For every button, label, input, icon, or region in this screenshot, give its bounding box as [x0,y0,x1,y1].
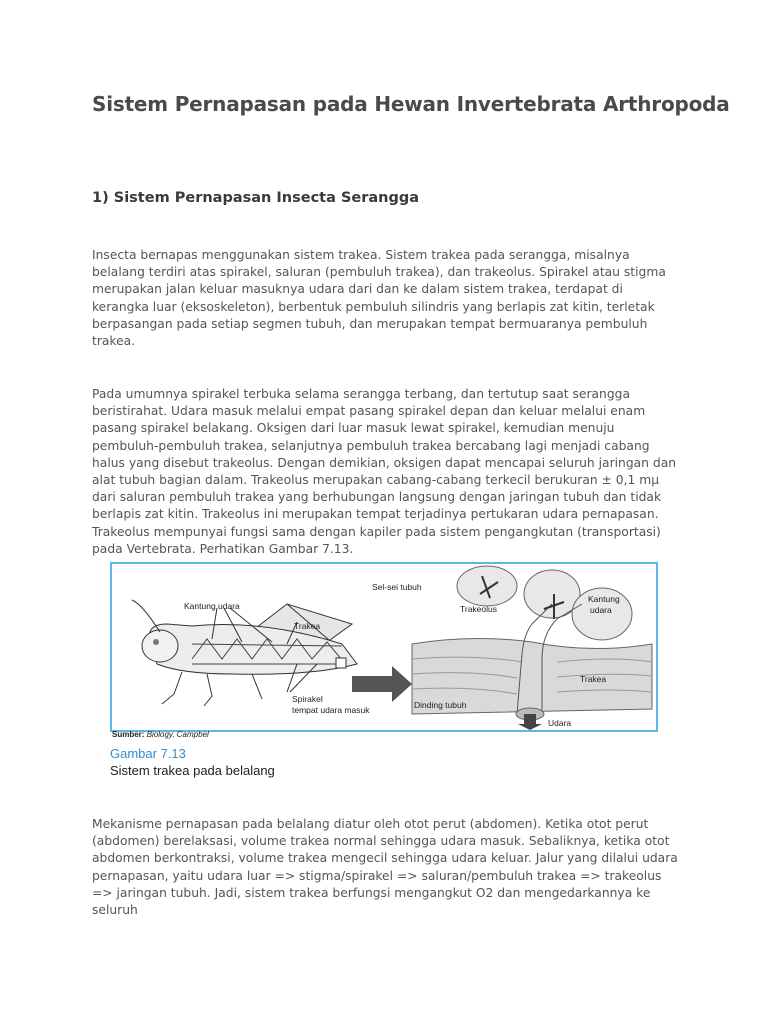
label-udara: udara [590,605,612,615]
label-kantung: Kantung [588,594,620,604]
label-kantung-udara: Kantung udara [184,601,240,611]
figure-source-label: Sumber: [112,730,145,739]
section-heading: 1) Sistem Pernapasan Insecta Serangga [92,190,420,206]
label-trakeolus: Trakeolus [460,604,498,614]
label-udara-out: Udara [548,718,572,728]
label-spirakel-sub: tempat udara masuk [292,705,370,715]
detail-drawing [412,566,652,720]
label-trakea-detail: Trakea [580,674,607,684]
zoom-arrow [352,666,412,702]
label-dinding-tubuh: Dinding tubuh [414,700,467,710]
paragraph-1: Insecta bernapas menggunakan sistem trakea. Sistem trakea pada serangga, misalnya belalang terdiri atas spirakel, saluran (pembuluh trakea), dan trakeolus. Spirakel atau stigma merupakan jalan keluar masuknya udara dari dan ke dalam sistem trakea, terdapat di kerangka luar (eksoskeleton), berbentuk pembuluh silindris yang berlapis zat kitin, terletak berpasangan pada setiap segmen tubuh, dan merupakan tempat bermuaranya pembuluh trakea. [92,248,666,349]
figure-source-value: Biology, Campbel [146,730,209,739]
figure-tracheal-system [110,562,658,732]
label-spirakel: Spirakel [292,694,323,704]
figure-number: Gambar 7.13 [110,746,186,761]
grasshopper-drawing [132,600,357,706]
figure-source [112,730,209,739]
label-sel-sel-tubuh: Sel-sei tubuh [372,582,422,592]
paragraph-3: Mekanisme pernapasan pada belalang diatur oleh otot perut (abdomen). Ketika otot perut (abdomen) berelaksasi, volume trakea normal sehingga udara masuk. Sebaliknya, ketika otot abdomen berkontraksi, volume trakea mengecil sehingga udara keluar. Jalur yang dilalui udara pernapasan, yaitu udara luar => stigma/spirakel => saluran/pembuluh trakea => trakeolus => jaringan tubuh. Jadi, sistem trakea berfungsi mengangkut O2 dan mengedarkannya ke seluruh [92,817,678,918]
figure-caption: Sistem trakea pada belalang [110,763,275,778]
paragraph-2: Pada umumnya spirakel terbuka selama serangga terbang, dan tertutup saat serangga beristirahat. Udara masuk melalui empat pasang spirakel depan dan keluar melalui enam pasang spirakel belakang. Oksigen dari luar masuk lewat spirakel, kemudian menuju pembuluh-pembuluh trakea, selanjutnya pembuluh trakea bercabang lagi menjadi cabang halus yang disebut trakeolus. Dengan demikian, oksigen dapat mencapai seluruh jaringan dan alat tubuh bagian dalam. Trakeolus merupakan cabang-cabang terkecil berukuran ± 0,1 mµ dari saluran pembuluh trakea yang berhubungan langsung dengan jaringan tubuh dan tidak berlapis zat kitin. Trakeolus ini merupakan tempat terjadinya pertukaran udara pernapasan. Trakeolus mempunyai fungsi sama dengan kapiler pada sistem pengangkutan (transportasi) pada Vertebrata. Perhatikan Gambar 7.13. [92,387,677,556]
figure-illustration [112,564,656,730]
label-trakea: Trakea [294,621,321,631]
document-title: Sistem Pernapasan pada Hewan Invertebrata Arthropoda [92,92,730,116]
